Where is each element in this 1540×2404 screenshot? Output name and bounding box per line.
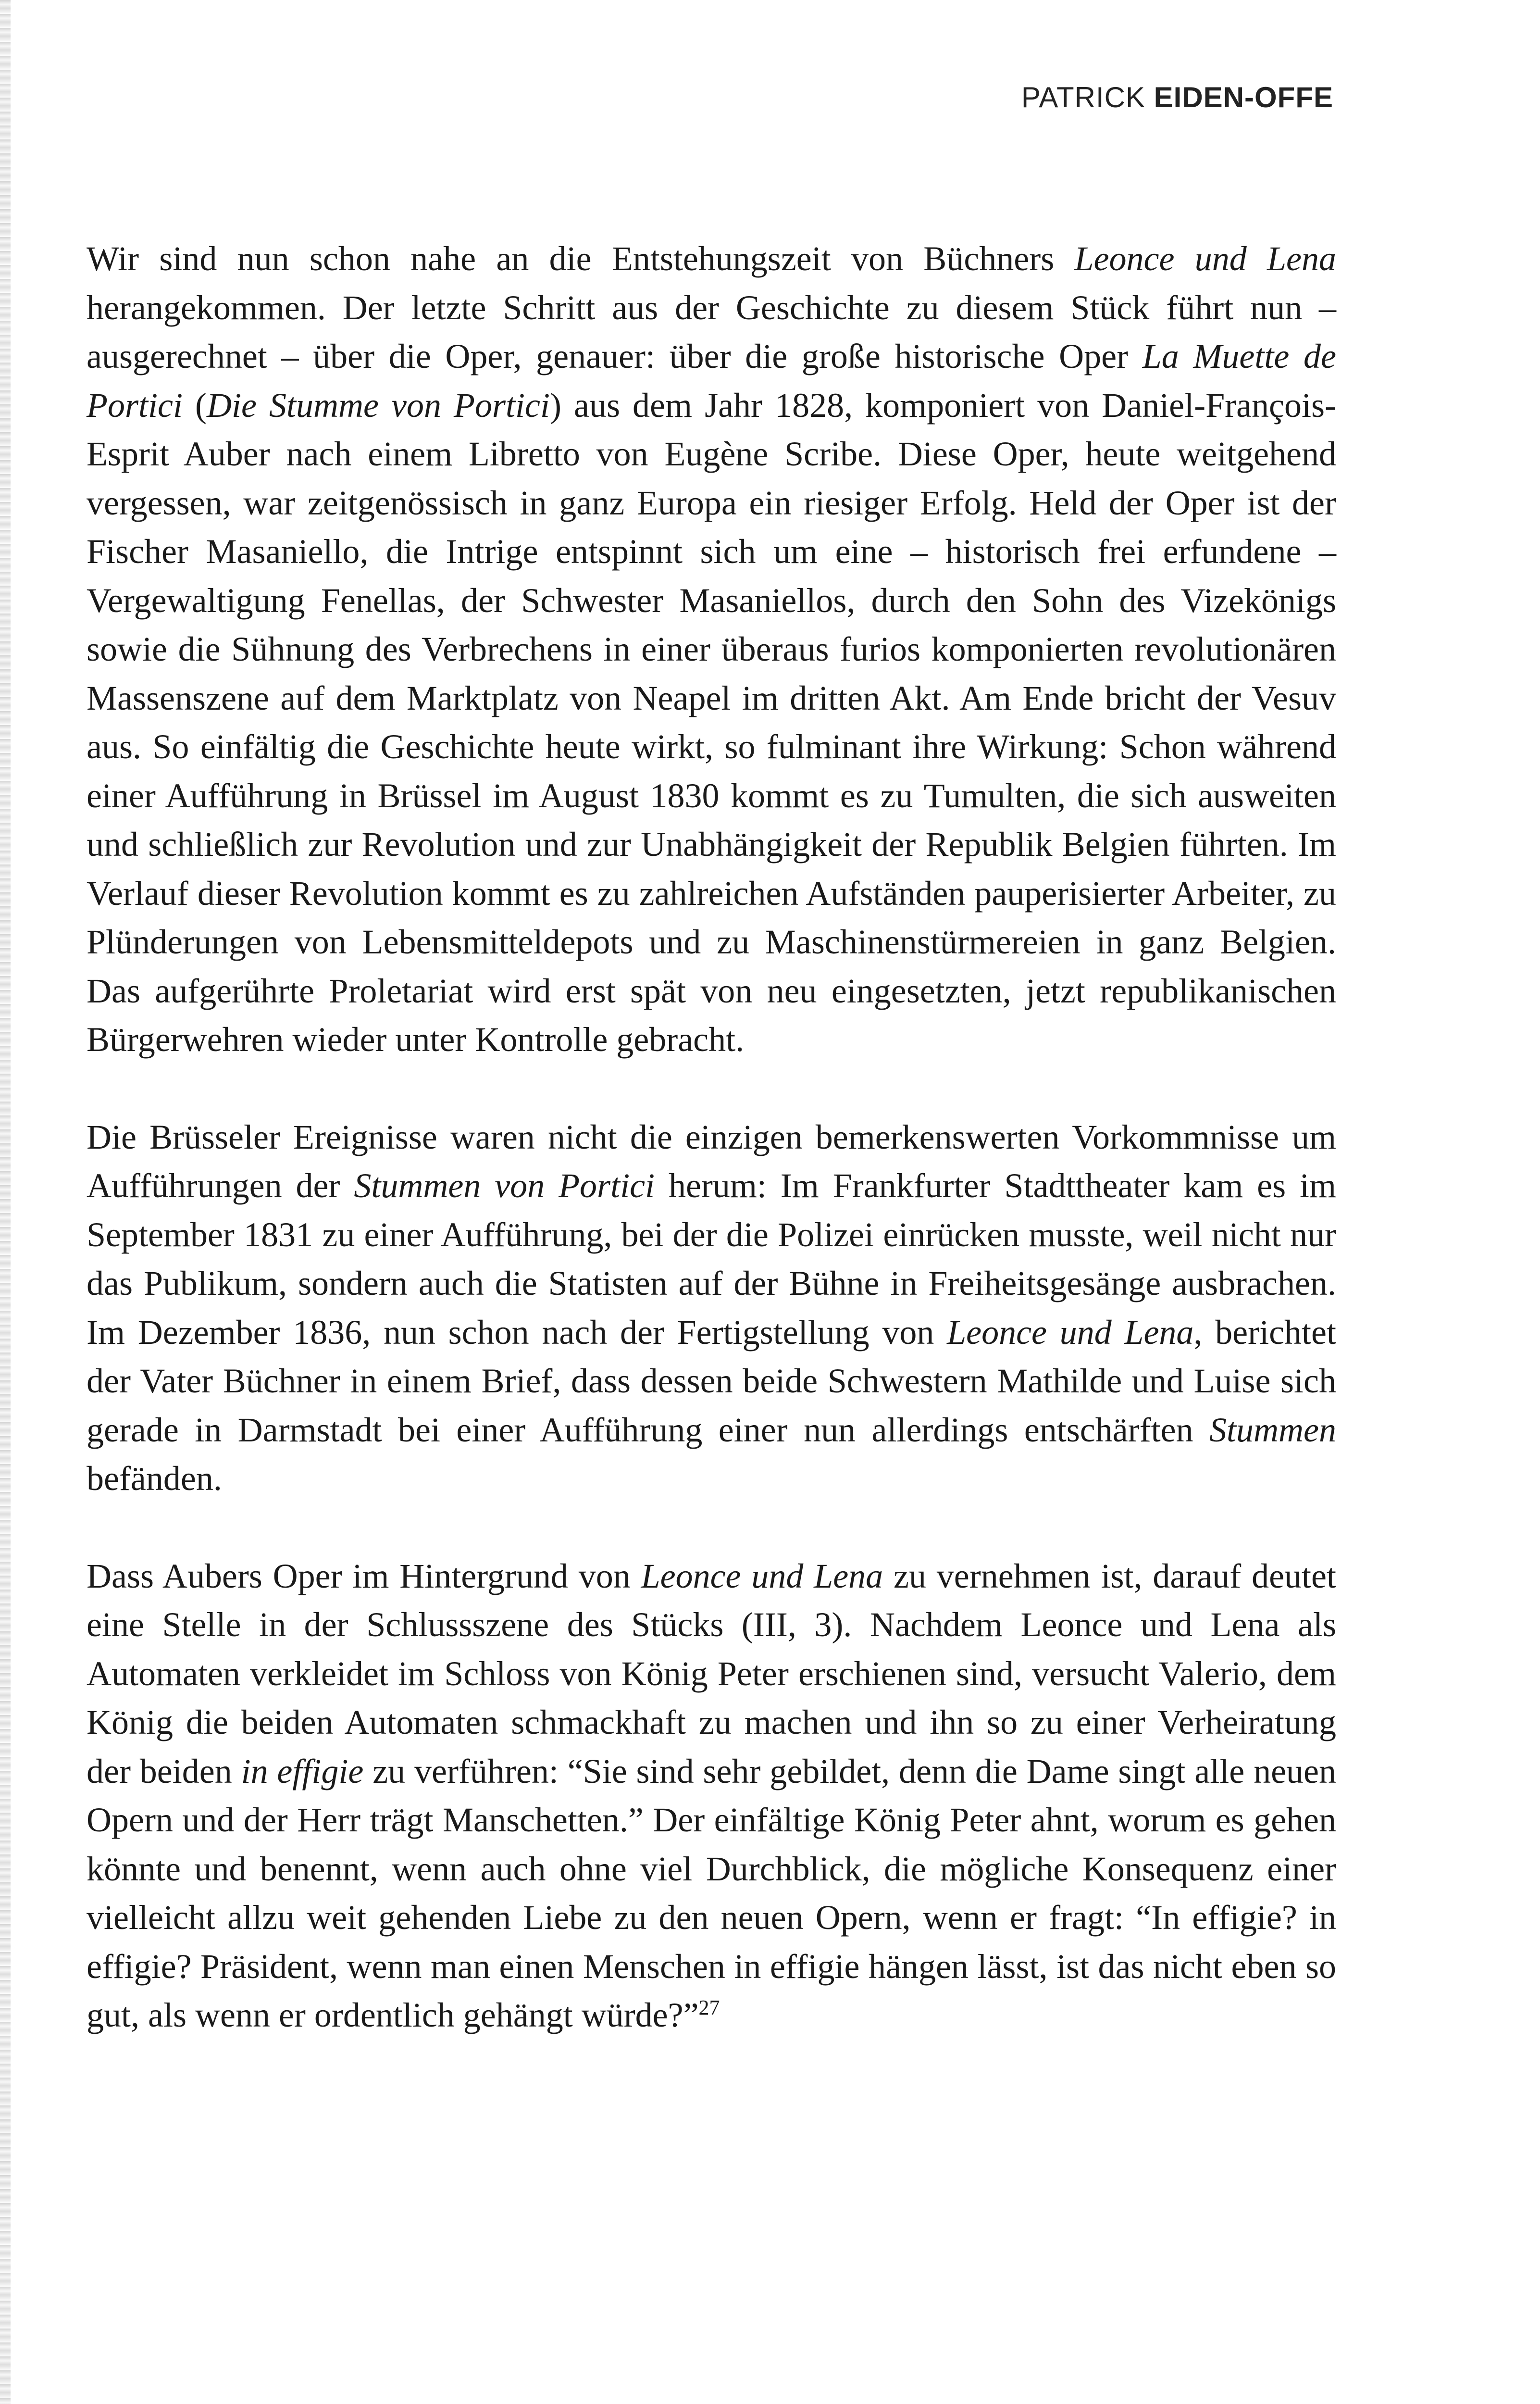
text-run: Die Brüsseler Ereignisse waren nicht die einzigen bemerkenswerten Vorkommnisse um Aufführungen der <box>87 1117 1336 1205</box>
italic-title: Leonce und Lena <box>1074 239 1336 278</box>
scan-edge-shadow <box>0 0 11 2404</box>
text-run: befänden. <box>87 1459 222 1498</box>
text-run: zu vernehmen ist, darauf deutet eine Stelle in der Schlussszene des Stücks (III, 3). Nachdem Leonce und Lena als Automaten verkleidet im Schloss von König Peter erschienen sind, versucht Valerio, dem König die beiden Automaten schmackhaft zu machen und ihn so zu einer Verheiratung der beiden <box>87 1556 1336 1790</box>
author-surname: EIDEN-OFFE <box>1154 81 1333 113</box>
author-first-name: PATRICK <box>1021 81 1145 113</box>
paragraph <box>87 235 1336 1064</box>
text-run: Dass Aubers Oper im Hintergrund von <box>87 1556 641 1595</box>
italic-title: Stummen von Portici <box>354 1166 655 1205</box>
text-run: Wir sind nun schon nahe an die Entstehungszeit von Büchners <box>87 239 1075 278</box>
footnote-marker: 27 <box>698 1996 720 2019</box>
running-head <box>1021 81 1333 114</box>
italic-title: La Muette de Portici <box>87 337 1336 425</box>
paragraph <box>87 1113 1336 1503</box>
italic-title: Die Stumme von Portici <box>207 386 550 425</box>
text-run: herangekommen. Der letzte Schritt aus der Geschichte zu diesem Stück führt nun – ausgerechnet – über die Oper, genauer: über die große historische Oper <box>87 288 1336 376</box>
body-text <box>87 235 1336 2040</box>
text-run: , berichtet der Vater Büchner in einem Brief, dass dessen beide Schwestern Mathilde und Luise sich gerade in Darmstadt bei einer Aufführung einer nun allerdings entschärften <box>87 1313 1336 1449</box>
italic-title: in effigie <box>241 1752 364 1790</box>
paragraph <box>87 1552 1336 2040</box>
italic-title: Leonce und Lena <box>947 1313 1194 1352</box>
italic-title: Leonce und Lena <box>641 1556 883 1595</box>
text-run: zu verführen: “Sie sind sehr gebildet, denn die Dame singt alle neuen Opern und der Herr trägt Manschetten.” Der einfältige König Peter ahnt, worum es gehen könnte und benennt, wenn auch ohne viel Durchblick, die mögliche Konsequenz einer vielleicht allzu weit gehenden Liebe zu den neuen Opern, wenn er fragt: “In effigie? in effigie? Präsident, wenn man einen Menschen in effigie hängen lässt, ist das nicht eben so gut, als wenn er ordentlich gehängt würde?” <box>87 1752 1336 2034</box>
text-run: ) aus dem Jahr 1828, komponiert von Daniel-François-Esprit Auber nach einem Libretto von Eugène Scribe. Diese Oper, heute weitgehend vergessen, war zeitgenössisch in ganz Europa ein riesiger Erfolg. Held der Oper ist der Fischer Masaniello, die Intrige entspinnt sich um eine – historisch frei erfundene – Vergewaltigung Fenellas, der Schwester Masaniellos, durch den Sohn des Vizekönigs sowie die Sühnung des Verbrechens in einer überaus furios komponierten revolutionären Massenszene auf dem Marktplatz von Neapel im dritten Akt. Am Ende bricht der Vesuv aus. So einfältig die Geschichte heute wirkt, so fulminant ihre Wirkung: Schon während einer Aufführung in Brüssel im August 1830 kommt es zu Tumulten, die sich ausweiten und schließlich zur Revolution und zur Unabhängigkeit der Republik Belgien führten. Im Verlauf dieser Revolution kommt es zu zahlreichen Aufständen pauperisierter Arbeiter, zu Plünderungen von Lebensmitteldepots und zu Maschinenstürmereien in ganz Belgien. Das aufgerührte Proletariat wird erst spät von neu eingesetzten, jetzt republikanischen Bürgerwehren wieder unter Kontrolle gebracht. <box>87 386 1336 1059</box>
italic-title: Stummen <box>1209 1410 1336 1449</box>
text-run: herum: Im Frankfurter Stadttheater kam es im September 1831 zu einer Aufführung, bei der die Polizei einrücken musste, weil nicht nur das Publikum, sondern auch die Statisten auf der Bühne in Freiheitsgesänge ausbrachen. Im Dezember 1836, nun schon nach der Fertigstellung von <box>87 1166 1336 1352</box>
text-run: ( <box>182 386 207 425</box>
